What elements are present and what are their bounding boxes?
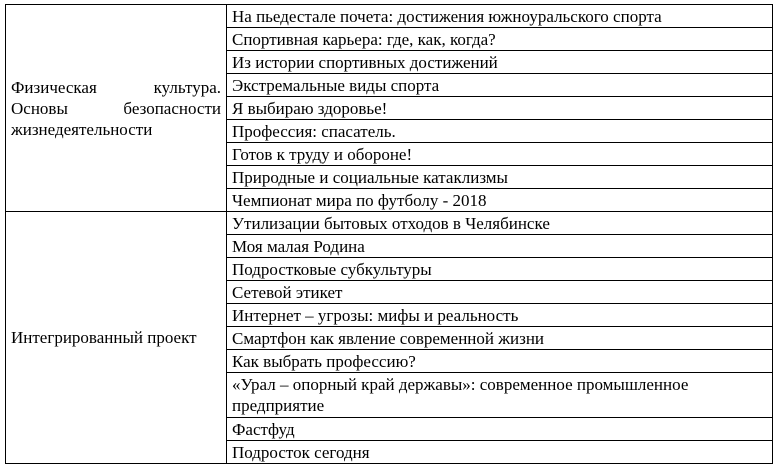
topic-cell: Подростковые субкультуры — [227, 258, 773, 281]
table-row — [6, 5, 773, 28]
topic-cell: «Урал – опорный край державы»: современное промышленное предприятие — [227, 373, 773, 418]
topic-cell: Интернет – угрозы: мифы и реальность — [227, 304, 773, 327]
topic-cell: Моя малая Родина — [227, 235, 773, 258]
topic-cell: Готов к труду и обороне! — [227, 143, 773, 166]
topic-cell: Чемпионат мира по футболу - 2018 — [227, 189, 773, 212]
topic-cell: Смартфон как явление современной жизни — [227, 327, 773, 350]
topic-cell: Как выбрать профессию? — [227, 350, 773, 373]
topic-cell: Сетевой этикет — [227, 281, 773, 304]
topic-cell: Я выбираю здоровье! — [227, 97, 773, 120]
table-row — [6, 212, 773, 235]
topic-cell: Спортивная карьера: где, как, когда? — [227, 28, 773, 51]
topic-cell: Экстремальные виды спорта — [227, 74, 773, 97]
topic-cell: Природные и социальные катаклизмы — [227, 166, 773, 189]
topic-cell: Подросток сегодня — [227, 441, 773, 464]
topic-cell: Утилизации бытовых отходов в Челябинске — [227, 212, 773, 235]
topics-table — [5, 4, 773, 464]
topic-cell: Профессия: спасатель. — [227, 120, 773, 143]
topic-cell: На пьедестале почета: достижения южноуральского спорта — [227, 5, 773, 28]
category-cell: Интегрированный проект — [6, 212, 227, 464]
topic-cell: Фастфуд — [227, 418, 773, 441]
category-cell: Физическая культура. Основы безопасности жизнедеятельности — [6, 5, 227, 212]
topic-cell: Из истории спортивных достижений — [227, 51, 773, 74]
